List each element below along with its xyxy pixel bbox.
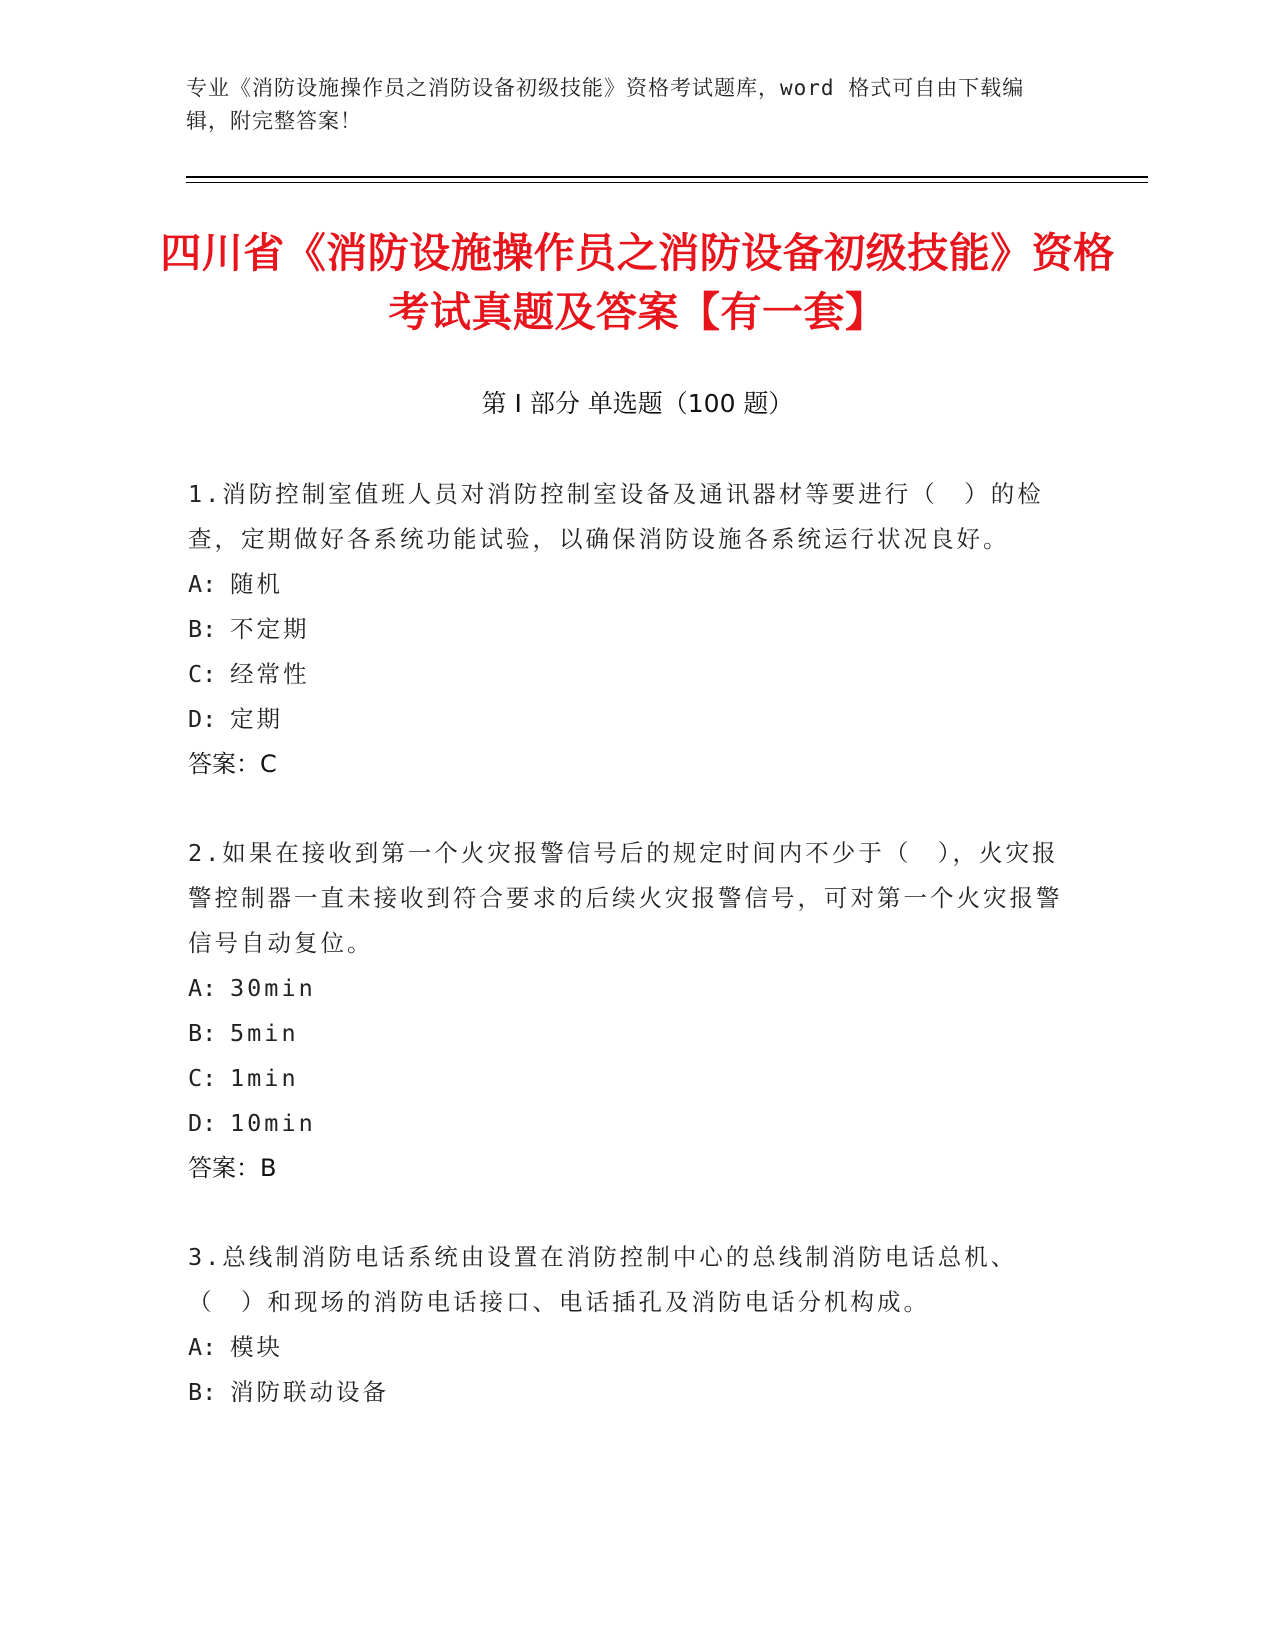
option-c xyxy=(188,652,1068,697)
option-text: 经常性 xyxy=(230,660,310,688)
option-letter: A: xyxy=(188,974,217,1002)
option-text: 30min xyxy=(230,974,316,1002)
option-a xyxy=(188,562,1068,607)
option-text: 定期 xyxy=(230,705,283,733)
option-b xyxy=(188,1370,1068,1415)
header-divider-thick xyxy=(186,176,1148,178)
option-letter: B: xyxy=(188,1019,217,1047)
question-list xyxy=(188,472,1068,1459)
option-text: 5min xyxy=(230,1019,299,1047)
question-2 xyxy=(188,831,1068,1191)
option-text: 10min xyxy=(230,1109,316,1137)
answer-key: 答案：B xyxy=(188,1154,277,1182)
option-a xyxy=(188,1325,1068,1370)
document-title: 四川省《消防设施操作员之消防设备初级技能》资格考试真题及答案【有一套】 xyxy=(160,229,1115,336)
option-letter: B: xyxy=(188,615,217,643)
option-a xyxy=(188,966,1068,1011)
option-text: 1min xyxy=(230,1064,299,1092)
option-text: 不定期 xyxy=(230,615,310,643)
option-d xyxy=(188,697,1068,742)
question-stem: 2.如果在接收到第一个火灾报警信号后的规定时间内不少于（ ），火灾报警控制器一直未接收到符合要求的后续火灾报警信号，可对第一个火灾报警信号自动复位。 xyxy=(188,839,1063,957)
question-stem: 1.消防控制室值班人员对消防控制室设备及通讯器材等要进行（ ）的检查，定期做好各系统功能试验，以确保消防设施各系统运行状况良好。 xyxy=(188,480,1044,553)
option-d xyxy=(188,1101,1068,1146)
answer-key: 答案：C xyxy=(188,750,277,778)
option-b xyxy=(188,607,1068,652)
header-divider-thin xyxy=(186,182,1148,183)
option-letter: C: xyxy=(188,1064,217,1092)
option-b xyxy=(188,1011,1068,1056)
option-text: 消防联动设备 xyxy=(230,1378,389,1406)
option-letter: A: xyxy=(188,570,217,598)
question-1 xyxy=(188,472,1068,787)
option-letter: D: xyxy=(188,1109,217,1137)
question-3 xyxy=(188,1235,1068,1415)
header-note: 专业《消防设施操作员之消防设备初级技能》资格考试题库，word 格式可自由下载编辑，附完整答案！ xyxy=(186,76,1025,133)
option-c xyxy=(188,1056,1068,1101)
question-stem: 3.总线制消防电话系统由设置在消防控制中心的总线制消防电话总机、（ ）和现场的消防电话接口、电话插孔及消防电话分机构成。 xyxy=(188,1243,1018,1316)
option-text: 模块 xyxy=(230,1333,283,1361)
option-letter: B: xyxy=(188,1378,217,1406)
option-letter: A: xyxy=(188,1333,217,1361)
option-letter: D: xyxy=(188,705,217,733)
section-heading: 第 I 部分 单选题（100 题） xyxy=(481,389,794,418)
option-text: 随机 xyxy=(230,570,283,598)
option-letter: C: xyxy=(188,660,217,688)
